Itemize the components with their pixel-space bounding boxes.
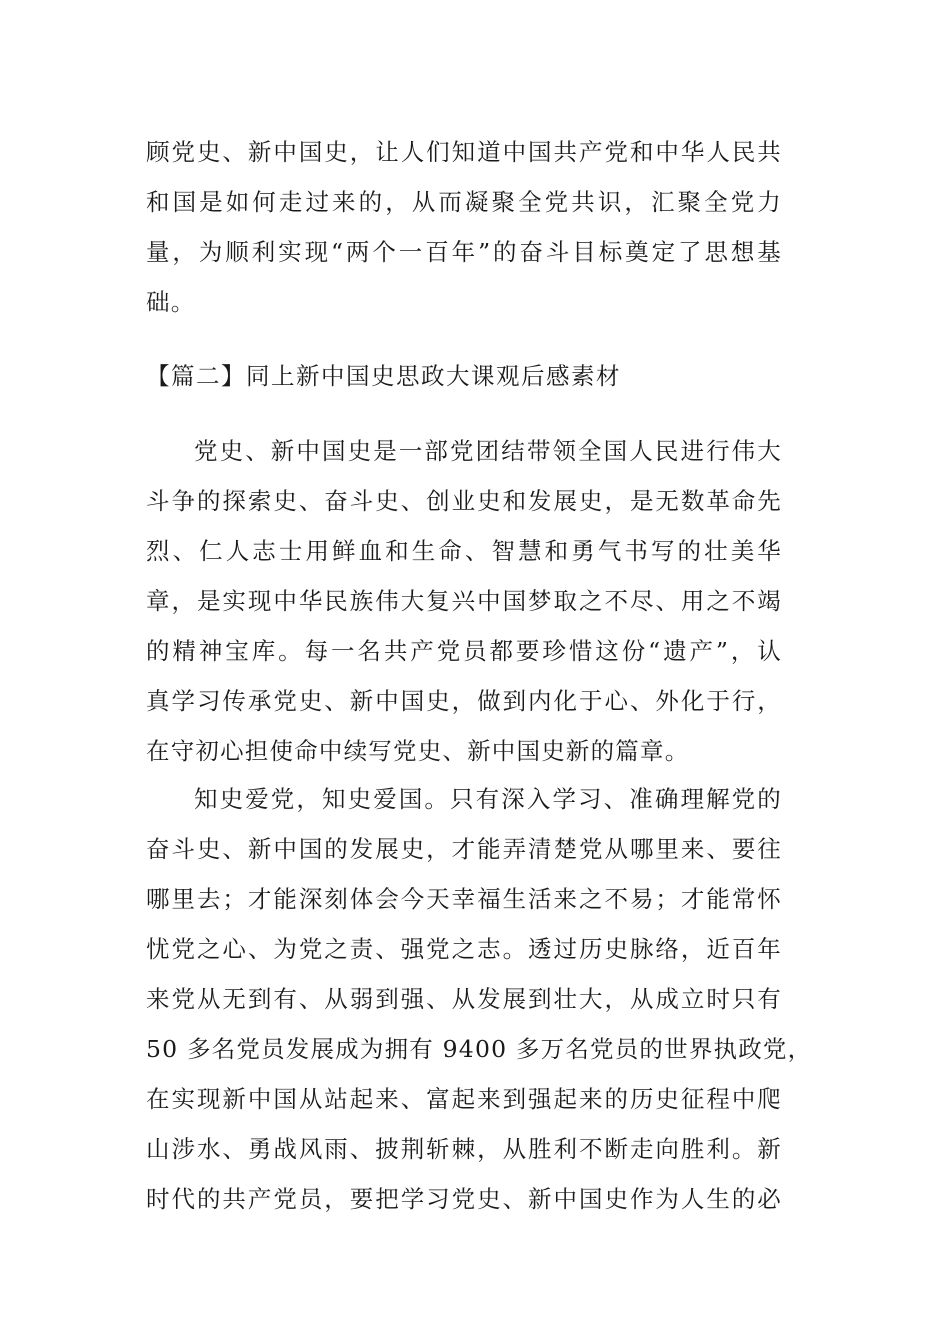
text-line: 础。 bbox=[146, 288, 196, 316]
text-line: 量，为顺利实现“两个一百年”的奋斗目标奠定了思想基 bbox=[146, 238, 782, 266]
text-line: 在守初心担使命中续写党史、新中国史新的篇章。 bbox=[146, 737, 690, 765]
text-line: 党史、新中国史是一部党团结带领全国人民进行伟大 bbox=[194, 437, 782, 465]
text-line: 的精神宝库。每一名共产党员都要珍惜这份“遗产”，认 bbox=[146, 637, 782, 665]
heading-text: 【篇二】同上新中国史思政大课观后感素材 bbox=[146, 362, 621, 390]
text-line: 忧党之心、为党之责、强党之志。透过历史脉络，近百年 bbox=[146, 935, 782, 963]
text-line: 在实现新中国从站起来、富起来到强起来的历史征程中爬 bbox=[146, 1085, 782, 1113]
text-line: 知史爱党，知史爱国。只有深入学习、准确理解党的 bbox=[194, 785, 782, 813]
text-line: 斗争的探索史、奋斗史、创业史和发展史，是无数革命先 bbox=[146, 487, 782, 515]
text-line: 真学习传承党史、新中国史，做到内化于心、外化于行， bbox=[146, 687, 782, 715]
text-line: 章，是实现中华民族伟大复兴中国梦取之不尽、用之不竭 bbox=[146, 587, 782, 615]
text-line: 奋斗史、新中国的发展史，才能弄清楚党从哪里来、要往 bbox=[146, 835, 782, 863]
text-line: 和国是如何走过来的，从而凝聚全党共识，汇聚全党力 bbox=[146, 188, 782, 216]
text-line: 哪里去；才能深刻体会今天幸福生活来之不易；才能常怀 bbox=[146, 885, 782, 913]
text-line: 50 多名党员发展成为拥有 9400 多万名党员的世界执政党， bbox=[146, 1035, 813, 1063]
text-line: 时代的共产党员，要把学习党史、新中国史作为人生的必 bbox=[146, 1185, 782, 1213]
text-line: 来党从无到有、从弱到强、从发展到壮大，从成立时只有 bbox=[146, 985, 782, 1013]
text-line: 烈、仁人志士用鲜血和生命、智慧和勇气书写的壮美华 bbox=[146, 537, 782, 565]
text-line: 山涉水、勇战风雨、披荆斩棘，从胜利不断走向胜利。新 bbox=[146, 1135, 782, 1163]
text-line: 顾党史、新中国史，让人们知道中国共产党和中华人民共 bbox=[146, 138, 782, 166]
